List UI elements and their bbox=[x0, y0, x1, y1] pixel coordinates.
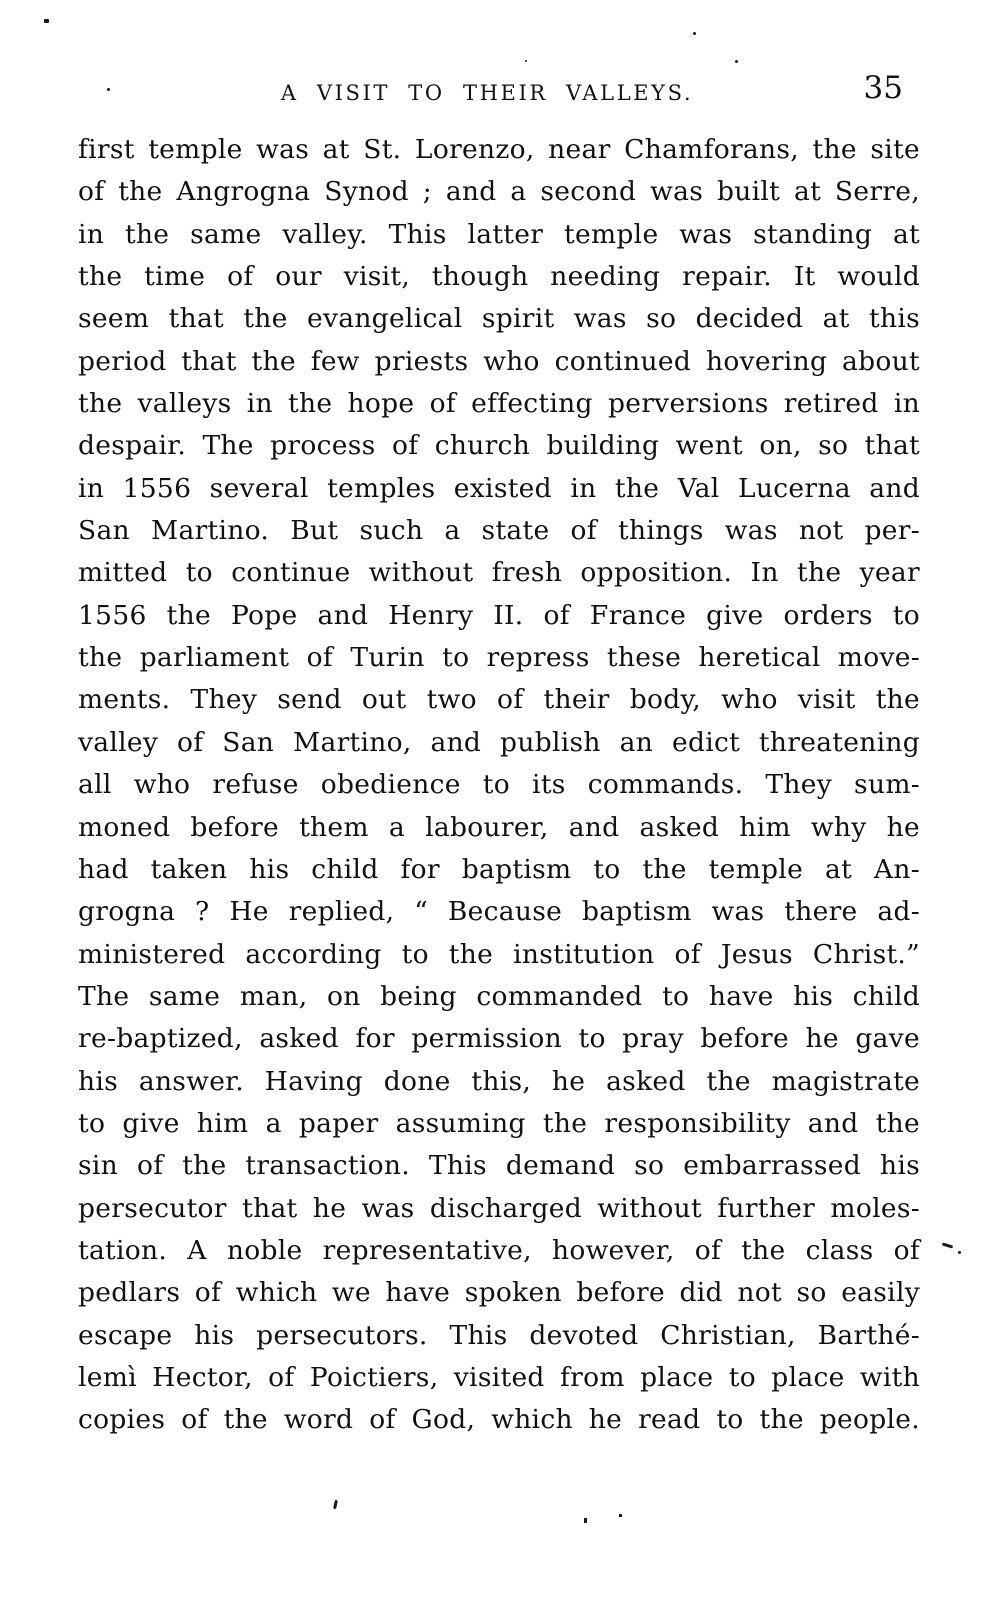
ink-speck bbox=[619, 1514, 622, 1517]
text-line: valley of San Martino, and publish an edict threatening bbox=[78, 726, 920, 758]
page-header bbox=[78, 70, 920, 110]
text-line: had taken his child for baptism to the temple at An- bbox=[78, 853, 920, 885]
text-line: mitted to continue without fresh opposition. In the year bbox=[78, 557, 920, 589]
page-number: 35 bbox=[863, 70, 903, 106]
text-line: pedlars of which we have spoken before did not so easily bbox=[78, 1277, 920, 1309]
ink-speck bbox=[525, 60, 527, 62]
text-line: tation. A noble representative, however, of the class of bbox=[78, 1234, 920, 1266]
ink-speck bbox=[735, 60, 738, 63]
text-line: of the Angrogna Synod ; and a second was built at Serre, bbox=[78, 176, 920, 208]
text-line: all who refuse obedience to its commands. They sum- bbox=[78, 769, 920, 801]
text-line: sin of the transaction. This demand so embarrassed his bbox=[78, 1150, 920, 1182]
ink-speck bbox=[107, 88, 110, 91]
text-line: his answer. Having done this, he asked the magistrate bbox=[78, 1065, 920, 1097]
text-line: grogna ? He replied, “ Because baptism was there ad- bbox=[78, 896, 920, 928]
running-head: A VISIT TO THEIR VALLEYS. bbox=[280, 81, 694, 105]
text-line: San Martino. But such a state of things was not per- bbox=[78, 515, 920, 547]
text-line: The same man, on being commanded to have his child bbox=[78, 980, 920, 1012]
text-line: ministered according to the institution of Jesus Christ.” bbox=[78, 938, 920, 970]
text-line: the parliament of Turin to repress these heretical move- bbox=[78, 642, 920, 674]
ink-speck bbox=[584, 1518, 587, 1523]
text-line: in the same valley. This latter temple was standing at bbox=[78, 218, 920, 250]
text-line: the time of our visit, though needing repair. It would bbox=[78, 261, 920, 293]
text-line: seem that the evangelical spirit was so decided at this bbox=[78, 303, 920, 335]
text-line: persecutor that he was discharged without further moles- bbox=[78, 1192, 920, 1224]
text-line: ments. They send out two of their body, who visit the bbox=[78, 684, 920, 716]
ink-speck bbox=[942, 1242, 953, 1248]
text-line: copies of the word of God, which he read to the people. bbox=[78, 1404, 920, 1436]
ink-speck bbox=[958, 1251, 961, 1254]
ink-speck bbox=[44, 19, 49, 23]
text-line: escape his persecutors. This devoted Christian, Barthé- bbox=[78, 1319, 920, 1351]
text-line: 1556 the Pope and Henry II. of France give orders to bbox=[78, 599, 920, 631]
ink-speck bbox=[333, 1500, 338, 1509]
ink-speck bbox=[693, 32, 696, 35]
text-line: re-baptized, asked for permission to pray before he gave bbox=[78, 1023, 920, 1055]
text-line: despair. The process of church building went on, so that bbox=[78, 430, 920, 462]
text-line: lemì Hector, of Poictiers, visited from place to place with bbox=[78, 1361, 920, 1393]
text-line: period that the few priests who continued hovering about bbox=[78, 345, 920, 377]
text-line: the valleys in the hope of effecting perversions retired in bbox=[78, 388, 920, 420]
page-text bbox=[78, 129, 920, 1442]
text-line: in 1556 several temples existed in the Val Lucerna and bbox=[78, 472, 920, 504]
text-line: first temple was at St. Lorenzo, near Chamforans, the site bbox=[78, 134, 920, 165]
text-line: to give him a paper assuming the responsibility and the bbox=[78, 1107, 920, 1139]
text-line: moned before them a labourer, and asked him why he bbox=[78, 811, 920, 843]
